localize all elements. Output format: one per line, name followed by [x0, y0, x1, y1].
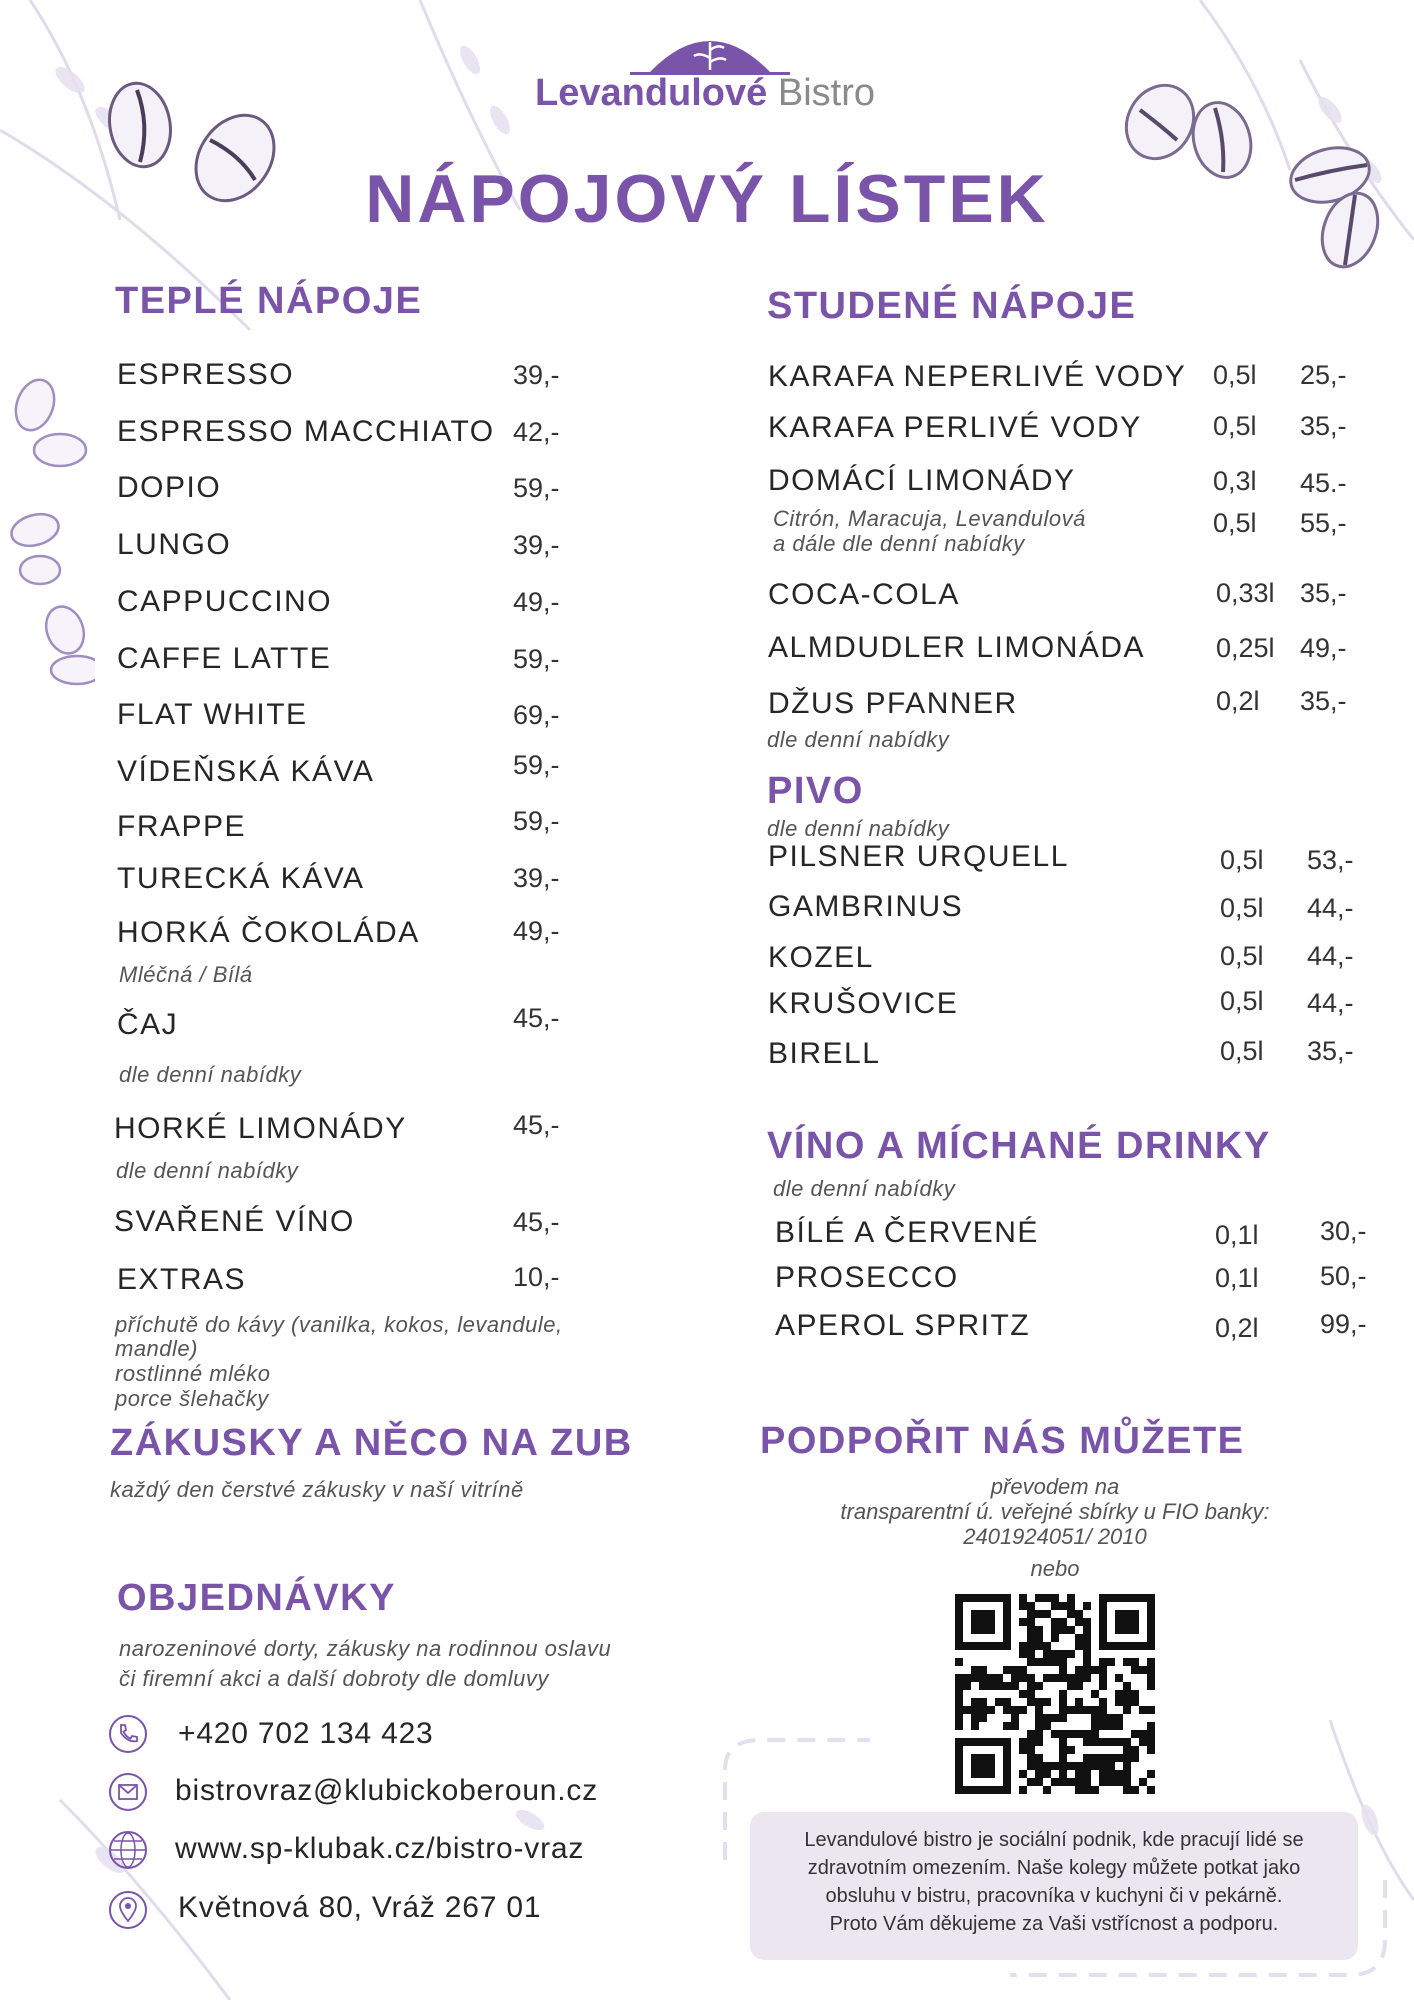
menu-item-name: KOZEL — [768, 941, 874, 974]
qr-code[interactable] — [955, 1594, 1155, 1794]
info-box — [750, 1812, 1358, 1960]
menu-item-price: 49,- — [513, 916, 560, 946]
menu-item-volume: 0,5l — [1213, 360, 1257, 390]
menu-item-note: a dále dle denní nabídky — [773, 531, 1025, 556]
menu-item-price: 45,- — [513, 1207, 560, 1237]
menu-item-volume: 0,25l — [1216, 633, 1275, 663]
menu-item-note: dle denní nabídky — [119, 1062, 302, 1087]
menu-item-volume: 0,1l — [1215, 1220, 1259, 1250]
info-line: obsluhu v bistru, pracovníka v kuchyni či v pekárně. — [825, 1885, 1283, 1907]
menu-item-name: EXTRAS — [117, 1263, 247, 1296]
menu-item-note: Mléčná / Bílá — [119, 962, 253, 987]
orders-note: či firemní akci a další dobroty dle domluvy — [119, 1666, 549, 1691]
menu-item-name: SVAŘENÉ VÍNO — [114, 1205, 355, 1238]
menu-item-name: FLAT WHITE — [117, 698, 308, 731]
menu-item-note: dle denní nabídky — [116, 1158, 299, 1183]
menu-item-price: 25,- — [1300, 360, 1347, 390]
menu-item-volume: 0,2l — [1215, 1313, 1259, 1343]
menu-item-volume: 0,5l — [1220, 986, 1264, 1016]
desserts-note: každý den čerstvé zákusky v naší vitríně — [110, 1477, 524, 1502]
menu-item-price: 59,- — [513, 750, 560, 780]
menu-item-name: CAFFE LATTE — [117, 642, 332, 675]
brand-logo — [505, 72, 905, 115]
menu-item-name: FRAPPE — [117, 810, 247, 843]
support-line: transparentní ú. veřejné sbírky u FIO banky: — [840, 1499, 1270, 1524]
menu-item-price: 55,- — [1300, 508, 1347, 538]
coffee-bean-icon — [5, 370, 95, 750]
menu-item-note: mandle) — [115, 1336, 198, 1361]
menu-item-price: 59,- — [513, 473, 560, 503]
menu-item-volume: 0,5l — [1220, 845, 1264, 875]
info-line: Levandulové bistro je sociální podnik, kde pracují lidé se — [804, 1829, 1304, 1851]
globe-icon — [108, 1830, 148, 1870]
phone-number[interactable]: +420 702 134 423 — [178, 1717, 434, 1750]
email-address[interactable]: bistrovraz@klubickoberoun.cz — [175, 1774, 599, 1807]
info-line: zdravotním omezením. Naše kolegy můžete potkat jako — [807, 1857, 1301, 1879]
menu-item-note: Citrón, Maracuja, Levandulová — [773, 506, 1086, 531]
menu-item-name: KARAFA NEPERLIVÉ VODY — [768, 360, 1187, 393]
orders-note: narozeninové dorty, zákusky na rodinnou oslavu — [119, 1636, 612, 1661]
menu-item-note: porce šlehačky — [115, 1386, 269, 1411]
menu-item-volume: 0,2l — [1216, 686, 1260, 716]
menu-item-name: LUNGO — [117, 528, 232, 561]
menu-item-name: COCA-COLA — [768, 578, 960, 611]
menu-item-price: 35,- — [1300, 578, 1347, 608]
menu-item-note: rostlinné mléko — [115, 1361, 271, 1386]
menu-item-price: 69,- — [513, 700, 560, 730]
beer-title: PIVO — [767, 770, 864, 812]
menu-item-volume: 0,5l — [1220, 941, 1264, 971]
email-icon — [108, 1772, 148, 1812]
menu-item-price: 45.- — [1300, 468, 1347, 498]
menu-item-price: 42,- — [513, 417, 560, 447]
menu-item-price: 30,- — [1320, 1216, 1367, 1246]
menu-item-price: 59,- — [513, 644, 560, 674]
menu-item-note: dle denní nabídky — [767, 727, 950, 752]
menu-item-price: 44,- — [1307, 893, 1354, 923]
menu-item-price: 99,- — [1320, 1309, 1367, 1339]
menu-item-name: CAPPUCCINO — [117, 585, 333, 618]
menu-item-price: 53,- — [1307, 845, 1354, 875]
menu-item-price: 39,- — [513, 360, 560, 390]
location-pin-icon — [108, 1890, 148, 1930]
support-line: nebo — [1030, 1556, 1080, 1581]
menu-item-name: GAMBRINUS — [768, 890, 964, 923]
phone-icon — [108, 1714, 148, 1754]
desserts-title: ZÁKUSKY A NĚCO NA ZUB — [110, 1422, 633, 1464]
menu-item-name: ESPRESSO — [117, 358, 295, 391]
cold-drinks-title: STUDENÉ NÁPOJE — [767, 285, 1137, 327]
menu-item-price: 39,- — [513, 863, 560, 893]
menu-item-price: 35,- — [1307, 1036, 1354, 1066]
menu-item-price: 39,- — [513, 530, 560, 560]
brand-name-2: Bistro — [777, 72, 875, 114]
menu-item-price: 49,- — [1300, 633, 1347, 663]
menu-item-name: PILSNER URQUELL — [768, 840, 1069, 873]
menu-item-volume: 0,5l — [1220, 1036, 1264, 1066]
menu-item-name: TURECKÁ KÁVA — [117, 862, 365, 895]
menu-item-name: KARAFA PERLIVÉ VODY — [768, 411, 1142, 444]
menu-item-name: DOMÁCÍ LIMONÁDY — [768, 464, 1076, 497]
address: Květnová 80, Vráž 267 01 — [178, 1891, 542, 1924]
menu-item-volume: 0,5l — [1213, 508, 1257, 538]
menu-item-name: KRUŠOVICE — [768, 987, 959, 1020]
menu-item-name: ALMDUDLER LIMONÁDA — [768, 631, 1146, 664]
menu-item-volume: 0,5l — [1220, 893, 1264, 923]
menu-item-price: 59,- — [513, 806, 560, 836]
menu-item-price: 35,- — [1300, 411, 1347, 441]
menu-item-name: DŽUS PFANNER — [768, 687, 1018, 720]
page-title: NÁPOJOVÝ LÍSTEK — [365, 161, 1049, 237]
menu-item-name: ČAJ — [117, 1008, 179, 1041]
menu-item-price: 35,- — [1300, 686, 1347, 716]
menu-item-volume: 0,33l — [1216, 578, 1275, 608]
menu-item-price: 10,- — [513, 1262, 560, 1292]
menu-item-volume: 0,5l — [1213, 411, 1257, 441]
menu-item-price: 49,- — [513, 587, 560, 617]
wine-note: dle denní nabídky — [773, 1176, 956, 1201]
menu-item-name: APEROL SPRITZ — [775, 1309, 1031, 1342]
menu-item-price: 50,- — [1320, 1261, 1367, 1291]
brand-name: Levandulové — [535, 72, 768, 114]
menu-item-note: příchutě do kávy (vanilka, kokos, levandule, — [115, 1312, 563, 1337]
menu-item-price: 45,- — [513, 1003, 560, 1033]
wine-title: VÍNO A MÍCHANÉ DRINKY — [767, 1125, 1271, 1167]
menu-item-name: BÍLÉ A ČERVENÉ — [775, 1216, 1039, 1249]
menu-item-volume: 0,1l — [1215, 1263, 1259, 1293]
menu-item-price: 44,- — [1307, 988, 1354, 1018]
menu-item-name: PROSECCO — [775, 1261, 959, 1294]
menu-item-name: ESPRESSO MACCHIATO — [117, 415, 495, 448]
beer-note: dle denní nabídky — [767, 816, 950, 841]
bank-account: 2401924051/ 2010 — [963, 1524, 1147, 1549]
website-link[interactable]: www.sp-klubak.cz/bistro-vraz — [175, 1832, 585, 1865]
menu-item-name: HORKÉ LIMONÁDY — [114, 1112, 407, 1145]
support-line: převodem na — [990, 1474, 1120, 1499]
menu-item-price: 44,- — [1307, 941, 1354, 971]
support-title: PODPOŘIT NÁS MŮŽETE — [760, 1420, 1245, 1462]
menu-item-name: BIRELL — [768, 1037, 881, 1070]
menu-item-name: HORKÁ ČOKOLÁDA — [117, 916, 420, 949]
orders-title: OBJEDNÁVKY — [117, 1577, 396, 1619]
menu-item-price: 45,- — [513, 1110, 560, 1140]
info-line: Proto Vám děkujeme za Vaši vstřícnost a podporu. — [829, 1913, 1279, 1935]
hot-drinks-title: TEPLÉ NÁPOJE — [115, 280, 423, 322]
menu-item-volume: 0,3l — [1213, 466, 1257, 496]
menu-item-name: DOPIO — [117, 471, 222, 504]
menu-item-name: VÍDEŇSKÁ KÁVA — [117, 755, 375, 788]
